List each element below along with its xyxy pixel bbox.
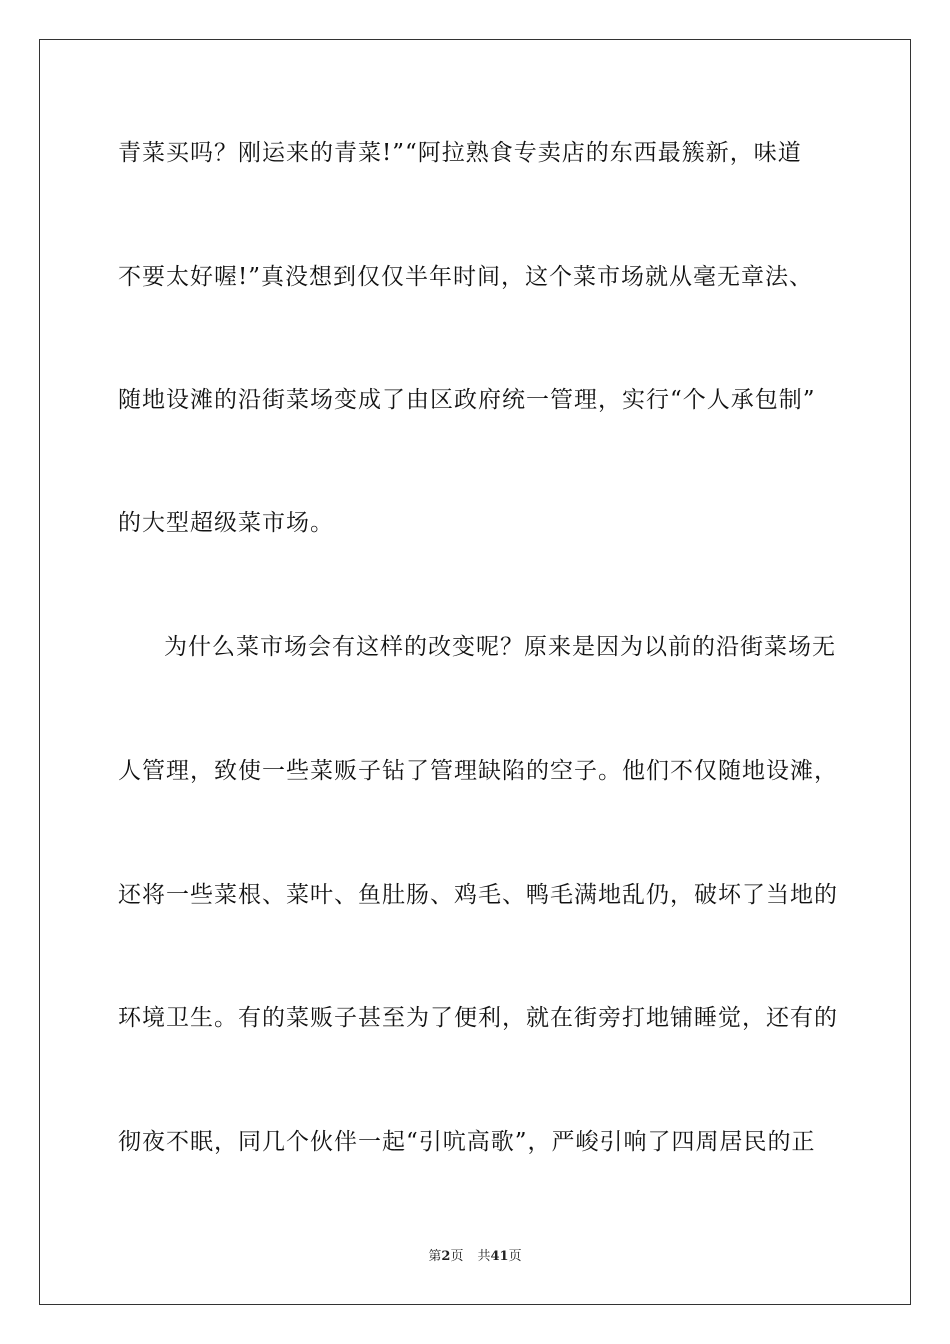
page-border (39, 39, 911, 1305)
text-line-paragraph-start: 为什么菜市场会有这样的改变呢？原来是因为以前的沿街菜场无 (164, 634, 836, 660)
text-line: 青菜买吗？刚运来的青菜!”“阿拉熟食专卖店的东西最簇新，味道 (118, 140, 802, 166)
text-line: 彻夜不眠，同几个伙伴一起“引吭高歌”，严峻引响了四周居民的正 (118, 1129, 816, 1155)
text-line: 还将一些菜根、菜叶、鱼肚肠、鸡毛、鸭毛满地乱仍，破坏了当地的 (118, 882, 838, 908)
text-line: 不要太好喔!”真没想到仅仅半年时间，这个菜市场就从毫无章法、 (118, 264, 814, 290)
total-pages: 41 (490, 1249, 509, 1264)
page-footer (0, 1249, 950, 1265)
page-prefix: 第 (428, 1249, 442, 1264)
text-line: 随地设滩的沿街菜场变成了由区政府统一管理，实行“个人承包制” (118, 387, 816, 413)
text-line: 人管理，致使一些菜贩子钻了管理缺陷的空子。他们不仅随地设滩， (118, 758, 838, 784)
total-prefix: 共 (477, 1249, 491, 1264)
text-line: 环境卫生。有的菜贩子甚至为了便利，就在街旁打地铺睡觉，还有的 (118, 1005, 838, 1031)
page-suffix: 页 (450, 1249, 464, 1264)
page-number: 2 (441, 1249, 451, 1264)
text-line: 的大型超级菜市场。 (118, 510, 334, 536)
total-suffix: 页 (508, 1249, 522, 1264)
